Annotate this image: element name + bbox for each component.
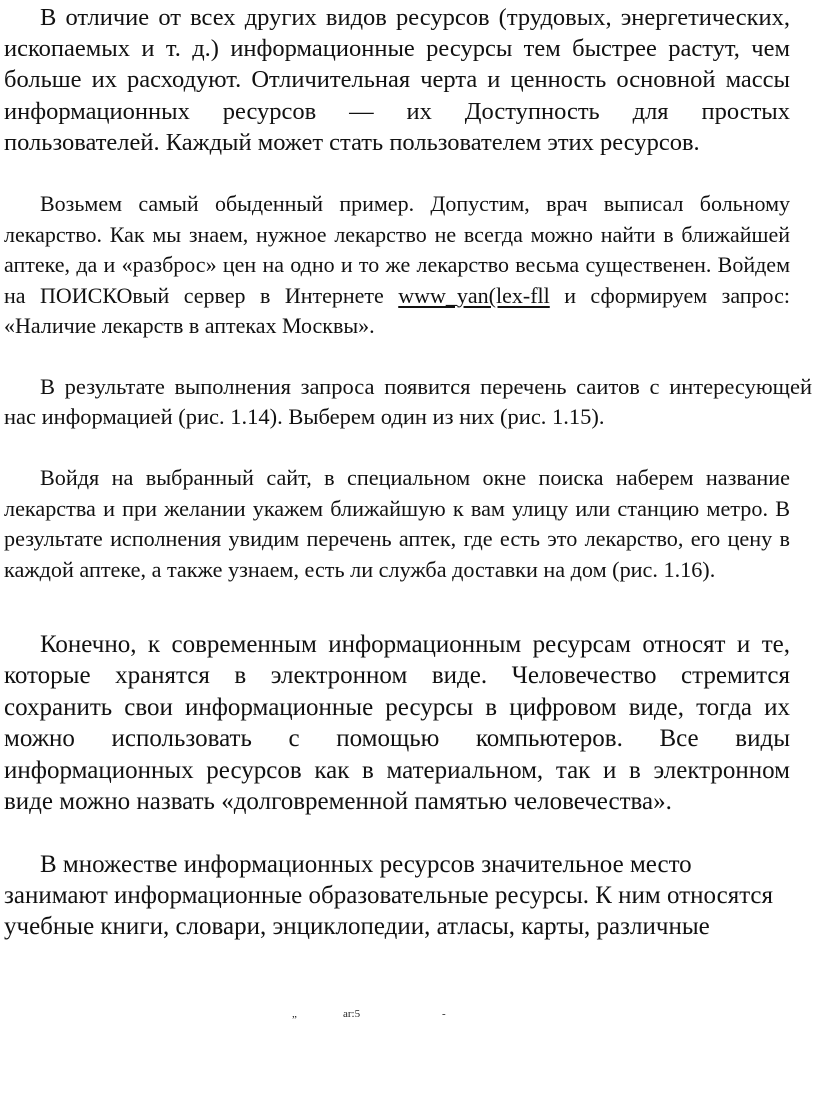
paragraph-medicine-example-query: и сформируем запрос: «Наличие лекарств в аптеках Москвы». — [4, 282, 790, 339]
paragraph-information-resources: В отличие от всех других видов ресурсов (трудовых, энергетических, ископаемых и т. д.) информационные ресурсы тем быстрее растут, чем больше их расходуют. Отличительная черта и ценность основной массы информационных ресурсов — их Доступность для простых пользователей. Каждый может стать пользователем этих ресурсов. — [4, 4, 790, 156]
footer-mark: ar:5 — [343, 1008, 361, 1020]
footer-mark: - — [442, 1008, 446, 1020]
footer-mark: „ — [292, 1008, 297, 1020]
search-server-link[interactable]: www_yan(lex-fll — [398, 282, 550, 308]
paragraph-medicine-example-text: Возьмем самый обыденный пример. Допустим, врач выписал больному лекарство. Как мы знаем, нужное лекарство не всегда можно найти в ближайшей аптеке, да и «разброс» цен на одно и то же лекарство весьма существенен. Войдем на ПОИСКОвый сервер в Интернете — [4, 191, 790, 308]
paragraph-site-search: Войдя на выбранный сайт, в специальном окне поиска наберем название лекарства и при желании укажем ближайшую к вам улицу или станцию метро. В результате исполнения увидим перечень аптек, где есть это лекарство, его цену в каждой аптеке, а также узнаем, есть ли служба доставки на дом (рис. 1.16). — [4, 465, 790, 582]
paragraph-medicine-example — [4, 189, 790, 342]
paragraph-query-results: В результате выполнения запроса появится перечень саитов с интересующей нас информацией (рис. 1.14). Выберем один из них (рис. 1.15). — [4, 374, 812, 429]
paragraph-electronic-resources: Конечно, к современным информационным ресурсам относят и те, которые хранятся в электронном виде. Человечество стремится сохранить свои информационные ресурсы в цифровом виде, тогда их можно использовать с помощью компьютеров. Все виды информационных ресурсов как в материальном, так и в электронном виде можно назвать «долговременной памятью человечества». — [4, 631, 790, 816]
paragraph-educational-resources: В множестве информационных ресурсов значительное место занимают информационные образовательные ресурсы. К ним относятся учебные книги, словари, энциклопедии, атласы, карты, различные — [4, 851, 774, 940]
